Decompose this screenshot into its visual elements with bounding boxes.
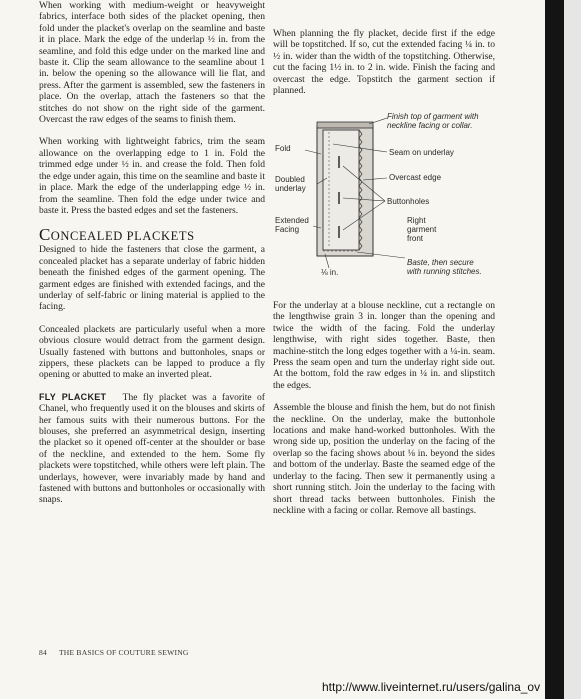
label-fold: Fold bbox=[275, 144, 291, 153]
paragraph-concealed-intro: Designed to hide the fasteners that close the garment, a concealed placket has a separate underlay of fabric hidden beneath the finished edges of the garment opening. The garment edges are finished with extended facings, and the underlay of self-fabric or lining material is applied to the facing. bbox=[39, 244, 265, 313]
label-seam-underlay: Seam on underlay bbox=[389, 148, 454, 157]
label-right-2: garment bbox=[407, 225, 437, 234]
label-baste-2: with running stitches. bbox=[407, 267, 482, 276]
paragraph-underlay: For the underlay at a blouse neckline, cut a rectangle on the lengthwise grain 3 in. longer than the opening and twice the width of the facing. Fold the underlay lengthwise, with right sides together. Baste, then machine-stitch the long edges together with a ¼-in. seam. Press the seam open and turn the underlay right side out. At the bottom, fold the raw edges in ¼ in. and slipstitch the edges. bbox=[273, 300, 495, 391]
paragraph-medium-weight: When working with medium-weight or heavyweight fabrics, interface both sides of the placket opening, then fold under the placket's overlap on the seamline and baste it in place. Mark the edge of the underlap ½ in. from the seamline, and fold this edge under on the marked line and baste it. Clip the seam allowance to the seamline about 1 in. below the opening so the allowance will lie flat, and press. After the garment is assembled, sew the fasteners in place. On the overlap, attach the fasteners so that the stitches do not show on the right side of the garment. Overcast the raw edges of the seams to finish them. bbox=[39, 0, 265, 126]
paragraph-planning: When planning the fly placket, decide first if the edge will be topstitched. If so, cut the extended facing ¼ in. to ½ in. wider than the width of the topstitching. Otherwise, cut the facing 1½ in. to 2 in. wide. Finish the facing and overcast the edge. Topstitch the garment section if planned. bbox=[273, 28, 495, 97]
right-column-lower bbox=[273, 300, 495, 527]
page-footer bbox=[39, 648, 189, 657]
left-column bbox=[39, 0, 265, 517]
label-eighth-inch: ⅛ in. bbox=[321, 268, 339, 277]
label-finish-top-1: Finish top of garment with bbox=[387, 112, 479, 121]
right-column bbox=[273, 28, 495, 107]
label-right-1: Right bbox=[407, 216, 426, 225]
label-doubled-1: Doubled bbox=[275, 175, 305, 184]
section-heading-rest: ONCEALED PLACKETS bbox=[50, 229, 195, 244]
fly-placket-illustration bbox=[273, 108, 495, 294]
watermark-url: http://www.liveinternet.ru/users/galina_ov bbox=[322, 680, 541, 694]
paragraph-lightweight: When working with lightweight fabrics, trim the seam allowance on the overlapping edge to 1 in. Fold the trimmed edge under ½ in. and crease the fold. Then fold the edge under again, this time on the seamline and baste it in place. Mark the edge of the underlapping edge ½ in. from the seamline. Then fold the edge under twice and baste it. Press the basted edges and set the fasteners. bbox=[39, 136, 265, 216]
paragraph-assemble: Assemble the blouse and finish the hem, but do not finish the neckline. On the underlay, make the buttonhole locations and make hand-worked buttonholes. With the wrong side up, position the underlay on the facing of the overlap so the facing shows about ⅛ in. beyond the sides and bottom of the underlay. Baste the seamed edge of the underlay to the facing. Then sew it permanently using a short running stitch. Join the underlay to the facing with short thread tacks between buttonholes. Finish the neckline with a facing or collar. Remove all bastings. bbox=[273, 402, 495, 516]
top-fold-shape bbox=[317, 122, 373, 128]
label-finish-top-2: neckline facing or collar. bbox=[387, 121, 473, 130]
fly-placket-text: The fly placket was a favorite of Chanel, who frequently used it on the blouses and skirts of her famous suits with their numerous buttons. For the blouses, she preferred an asymmetrical design, inserting the placket so it opened off-center at the shoulder or base of the neckline, and extended to the hem. Some fly plackets were topstitched, while others were left plain. The underlays, however, were invariably made by hand and fastened with buttons and buttonholes or occasionally with snaps. bbox=[39, 391, 265, 506]
scan-edge-light bbox=[564, 0, 581, 699]
page-number: 84 bbox=[39, 648, 47, 657]
label-extended-2: Facing bbox=[275, 225, 300, 234]
label-right-3: front bbox=[407, 234, 424, 243]
doubled-underlay-shape bbox=[323, 130, 359, 250]
label-baste-1: Baste, then secure bbox=[407, 258, 474, 267]
paragraph-fly-placket bbox=[39, 392, 265, 506]
paragraph-concealed-uses: Concealed plackets are particularly useful when a more obvious closure would detract from the garment design. Usually fastened with buttons and buttonholes, snaps or zippers, these plackets can be lapped to produce a fly opening or abutted to make an inverted pleat. bbox=[39, 323, 265, 381]
label-doubled-2: underlay bbox=[275, 184, 306, 193]
label-buttonholes: Buttonholes bbox=[387, 197, 430, 206]
label-extended-1: Extended bbox=[275, 216, 309, 225]
runin-fly-placket: FLY PLACKET bbox=[39, 391, 107, 402]
book-title: THE BASICS OF COUTURE SEWING bbox=[58, 648, 189, 657]
section-heading-concealed-plackets: CONCEALED PLACKETS bbox=[39, 225, 195, 245]
label-overcast-edge: Overcast edge bbox=[389, 173, 442, 182]
